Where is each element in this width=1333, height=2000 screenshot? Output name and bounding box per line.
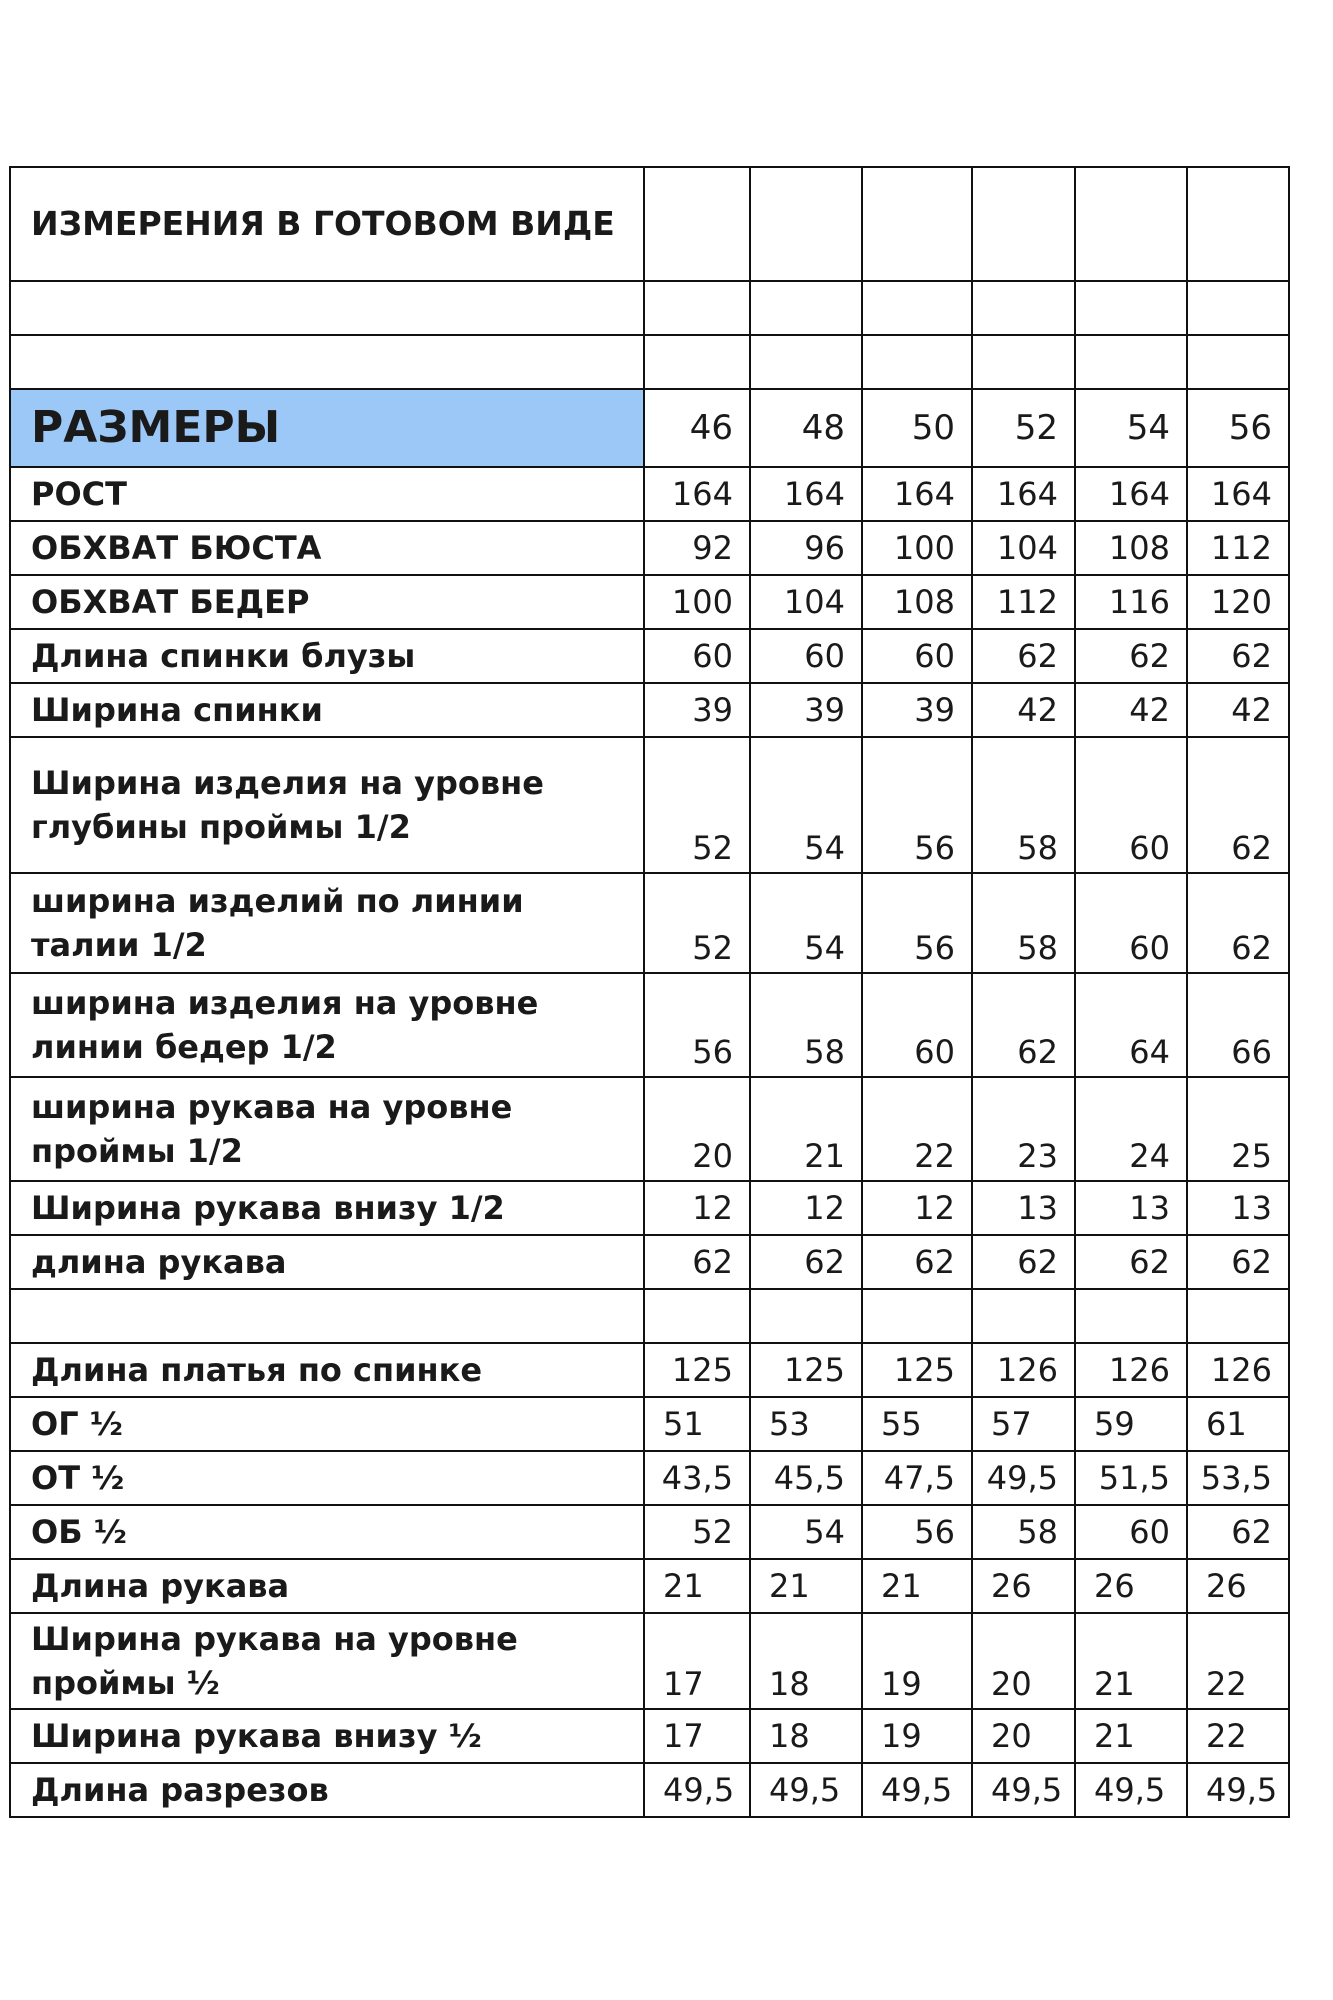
- value-cell: 12: [750, 1181, 862, 1235]
- table-row: [10, 1181, 1289, 1235]
- empty-cell: [1187, 167, 1289, 281]
- empty-cell: [862, 1289, 972, 1343]
- value-cell: 24: [1075, 1077, 1187, 1181]
- value-cell: 62: [1187, 873, 1289, 973]
- value-cell: 125: [644, 1343, 750, 1397]
- value-cell: 108: [1075, 521, 1187, 575]
- empty-cell: [1075, 281, 1187, 335]
- title-row: [10, 167, 1289, 281]
- value-cell: 56: [862, 1505, 972, 1559]
- value-cell: 21: [750, 1559, 862, 1613]
- table-row: [10, 737, 1289, 873]
- sizes-label: РАЗМЕРЫ: [10, 389, 644, 467]
- row-label: Длина рукава: [10, 1559, 644, 1613]
- value-cell: 92: [644, 521, 750, 575]
- empty-cell: [862, 167, 972, 281]
- value-cell: 104: [750, 575, 862, 629]
- value-cell: 56: [862, 737, 972, 873]
- value-cell: 125: [750, 1343, 862, 1397]
- value-cell: 26: [972, 1559, 1075, 1613]
- value-cell: 164: [972, 467, 1075, 521]
- value-cell: 23: [972, 1077, 1075, 1181]
- value-cell: 62: [1187, 1505, 1289, 1559]
- row-label: Ширина рукава на уровне проймы ½: [10, 1613, 644, 1709]
- value-cell: 39: [862, 683, 972, 737]
- row-label: ширина изделия на уровне линии бедер 1/2: [10, 973, 644, 1077]
- value-cell: 21: [1075, 1613, 1187, 1709]
- empty-cell: [10, 281, 644, 335]
- value-cell: 21: [862, 1559, 972, 1613]
- value-cell: 51,5: [1075, 1451, 1187, 1505]
- sizes-header-row: [10, 389, 1289, 467]
- value-cell: 62: [644, 1235, 750, 1289]
- value-cell: 126: [972, 1343, 1075, 1397]
- table-title: ИЗМЕРЕНИЯ В ГОТОВОМ ВИДЕ: [10, 167, 644, 281]
- value-cell: 13: [1187, 1181, 1289, 1235]
- value-cell: 61: [1187, 1397, 1289, 1451]
- value-cell: 62: [1187, 1235, 1289, 1289]
- empty-cell: [10, 1289, 644, 1343]
- empty-cell: [750, 281, 862, 335]
- size-header-cell: 50: [862, 389, 972, 467]
- value-cell: 21: [750, 1077, 862, 1181]
- value-cell: 43,5: [644, 1451, 750, 1505]
- value-cell: 56: [862, 873, 972, 973]
- row-label: Ширина спинки: [10, 683, 644, 737]
- blank-row: [10, 281, 1289, 335]
- value-cell: 164: [644, 467, 750, 521]
- value-cell: 56: [644, 973, 750, 1077]
- table-row: [10, 1397, 1289, 1451]
- value-cell: 42: [1075, 683, 1187, 737]
- value-cell: 26: [1187, 1559, 1289, 1613]
- empty-cell: [750, 167, 862, 281]
- value-cell: 59: [1075, 1397, 1187, 1451]
- value-cell: 19: [862, 1613, 972, 1709]
- value-cell: 49,5: [1187, 1763, 1289, 1817]
- table-row: [10, 1343, 1289, 1397]
- value-cell: 55: [862, 1397, 972, 1451]
- empty-cell: [644, 335, 750, 389]
- size-header-cell: 46: [644, 389, 750, 467]
- row-label: Длина разрезов: [10, 1763, 644, 1817]
- row-label: ОТ ½: [10, 1451, 644, 1505]
- value-cell: 125: [862, 1343, 972, 1397]
- row-label: ширина рукава на уровне проймы 1/2: [10, 1077, 644, 1181]
- value-cell: 60: [644, 629, 750, 683]
- value-cell: 62: [1187, 737, 1289, 873]
- value-cell: 19: [862, 1709, 972, 1763]
- value-cell: 20: [972, 1613, 1075, 1709]
- size-table: [9, 166, 1290, 1818]
- row-label: длина рукава: [10, 1235, 644, 1289]
- empty-cell: [972, 167, 1075, 281]
- value-cell: 20: [644, 1077, 750, 1181]
- value-cell: 49,5: [972, 1763, 1075, 1817]
- empty-cell: [1187, 335, 1289, 389]
- value-cell: 39: [750, 683, 862, 737]
- value-cell: 54: [750, 1505, 862, 1559]
- value-cell: 52: [644, 737, 750, 873]
- value-cell: 52: [644, 1505, 750, 1559]
- value-cell: 100: [862, 521, 972, 575]
- value-cell: 62: [1075, 629, 1187, 683]
- value-cell: 100: [644, 575, 750, 629]
- value-cell: 60: [1075, 1505, 1187, 1559]
- value-cell: 60: [1075, 873, 1187, 973]
- row-label: Длина спинки блузы: [10, 629, 644, 683]
- table-row: [10, 1613, 1289, 1709]
- blank-row: [10, 1289, 1289, 1343]
- row-label: Ширина рукава внизу ½: [10, 1709, 644, 1763]
- table-row: [10, 629, 1289, 683]
- row-label: ОБ ½: [10, 1505, 644, 1559]
- value-cell: 58: [750, 973, 862, 1077]
- empty-cell: [862, 335, 972, 389]
- empty-cell: [750, 335, 862, 389]
- row-label: Длина платья по спинке: [10, 1343, 644, 1397]
- value-cell: 62: [862, 1235, 972, 1289]
- value-cell: 52: [644, 873, 750, 973]
- value-cell: 26: [1075, 1559, 1187, 1613]
- value-cell: 164: [750, 467, 862, 521]
- value-cell: 51: [644, 1397, 750, 1451]
- value-cell: 62: [750, 1235, 862, 1289]
- table-row: [10, 683, 1289, 737]
- empty-cell: [1075, 167, 1187, 281]
- empty-cell: [972, 1289, 1075, 1343]
- size-header-cell: 56: [1187, 389, 1289, 467]
- table-row: [10, 1077, 1289, 1181]
- size-header-cell: 48: [750, 389, 862, 467]
- value-cell: 60: [1075, 737, 1187, 873]
- empty-cell: [750, 1289, 862, 1343]
- value-cell: 13: [972, 1181, 1075, 1235]
- value-cell: 21: [1075, 1709, 1187, 1763]
- value-cell: 42: [1187, 683, 1289, 737]
- value-cell: 42: [972, 683, 1075, 737]
- value-cell: 17: [644, 1709, 750, 1763]
- empty-cell: [644, 1289, 750, 1343]
- value-cell: 164: [1187, 467, 1289, 521]
- value-cell: 49,5: [644, 1763, 750, 1817]
- value-cell: 49,5: [972, 1451, 1075, 1505]
- empty-cell: [10, 335, 644, 389]
- value-cell: 164: [1075, 467, 1187, 521]
- row-label: ОБХВАТ БЮСТА: [10, 521, 644, 575]
- value-cell: 12: [644, 1181, 750, 1235]
- value-cell: 62: [972, 629, 1075, 683]
- row-label: Ширина рукава внизу 1/2: [10, 1181, 644, 1235]
- empty-cell: [644, 281, 750, 335]
- value-cell: 39: [644, 683, 750, 737]
- table-row: [10, 1559, 1289, 1613]
- value-cell: 53,5: [1187, 1451, 1289, 1505]
- value-cell: 45,5: [750, 1451, 862, 1505]
- table-row: [10, 1451, 1289, 1505]
- value-cell: 53: [750, 1397, 862, 1451]
- table-row: [10, 521, 1289, 575]
- blank-row: [10, 335, 1289, 389]
- value-cell: 54: [750, 873, 862, 973]
- row-label: РОСТ: [10, 467, 644, 521]
- value-cell: 21: [644, 1559, 750, 1613]
- table-row: [10, 873, 1289, 973]
- empty-cell: [644, 167, 750, 281]
- value-cell: 13: [1075, 1181, 1187, 1235]
- value-cell: 20: [972, 1709, 1075, 1763]
- size-header-cell: 54: [1075, 389, 1187, 467]
- empty-cell: [972, 335, 1075, 389]
- value-cell: 62: [972, 1235, 1075, 1289]
- row-label: ОБХВАТ БЕДЕР: [10, 575, 644, 629]
- value-cell: 22: [1187, 1709, 1289, 1763]
- value-cell: 12: [862, 1181, 972, 1235]
- value-cell: 58: [972, 737, 1075, 873]
- empty-cell: [972, 281, 1075, 335]
- value-cell: 49,5: [750, 1763, 862, 1817]
- value-cell: 126: [1187, 1343, 1289, 1397]
- size-header-cell: 52: [972, 389, 1075, 467]
- value-cell: 104: [972, 521, 1075, 575]
- table-row: [10, 575, 1289, 629]
- value-cell: 108: [862, 575, 972, 629]
- value-cell: 58: [972, 873, 1075, 973]
- table-row: [10, 1763, 1289, 1817]
- value-cell: 116: [1075, 575, 1187, 629]
- value-cell: 62: [1075, 1235, 1187, 1289]
- empty-cell: [1187, 1289, 1289, 1343]
- row-label: ОГ ½: [10, 1397, 644, 1451]
- empty-cell: [862, 281, 972, 335]
- table-row: [10, 1235, 1289, 1289]
- value-cell: 22: [1187, 1613, 1289, 1709]
- value-cell: 57: [972, 1397, 1075, 1451]
- empty-cell: [1075, 1289, 1187, 1343]
- value-cell: 66: [1187, 973, 1289, 1077]
- table-row: [10, 973, 1289, 1077]
- row-label: Ширина изделия на уровне глубины проймы 1/2: [10, 737, 644, 873]
- empty-cell: [1075, 335, 1187, 389]
- value-cell: 18: [750, 1613, 862, 1709]
- value-cell: 18: [750, 1709, 862, 1763]
- value-cell: 112: [972, 575, 1075, 629]
- value-cell: 60: [862, 629, 972, 683]
- value-cell: 120: [1187, 575, 1289, 629]
- value-cell: 17: [644, 1613, 750, 1709]
- value-cell: 22: [862, 1077, 972, 1181]
- table-row: [10, 1505, 1289, 1559]
- value-cell: 54: [750, 737, 862, 873]
- value-cell: 164: [862, 467, 972, 521]
- value-cell: 60: [750, 629, 862, 683]
- row-label: ширина изделий по линии талии 1/2: [10, 873, 644, 973]
- value-cell: 49,5: [862, 1763, 972, 1817]
- value-cell: 112: [1187, 521, 1289, 575]
- value-cell: 62: [1187, 629, 1289, 683]
- value-cell: 96: [750, 521, 862, 575]
- empty-cell: [1187, 281, 1289, 335]
- value-cell: 62: [972, 973, 1075, 1077]
- value-cell: 58: [972, 1505, 1075, 1559]
- table-row: [10, 1709, 1289, 1763]
- table-row: [10, 467, 1289, 521]
- value-cell: 126: [1075, 1343, 1187, 1397]
- value-cell: 60: [862, 973, 972, 1077]
- value-cell: 64: [1075, 973, 1187, 1077]
- value-cell: 25: [1187, 1077, 1289, 1181]
- value-cell: 49,5: [1075, 1763, 1187, 1817]
- value-cell: 47,5: [862, 1451, 972, 1505]
